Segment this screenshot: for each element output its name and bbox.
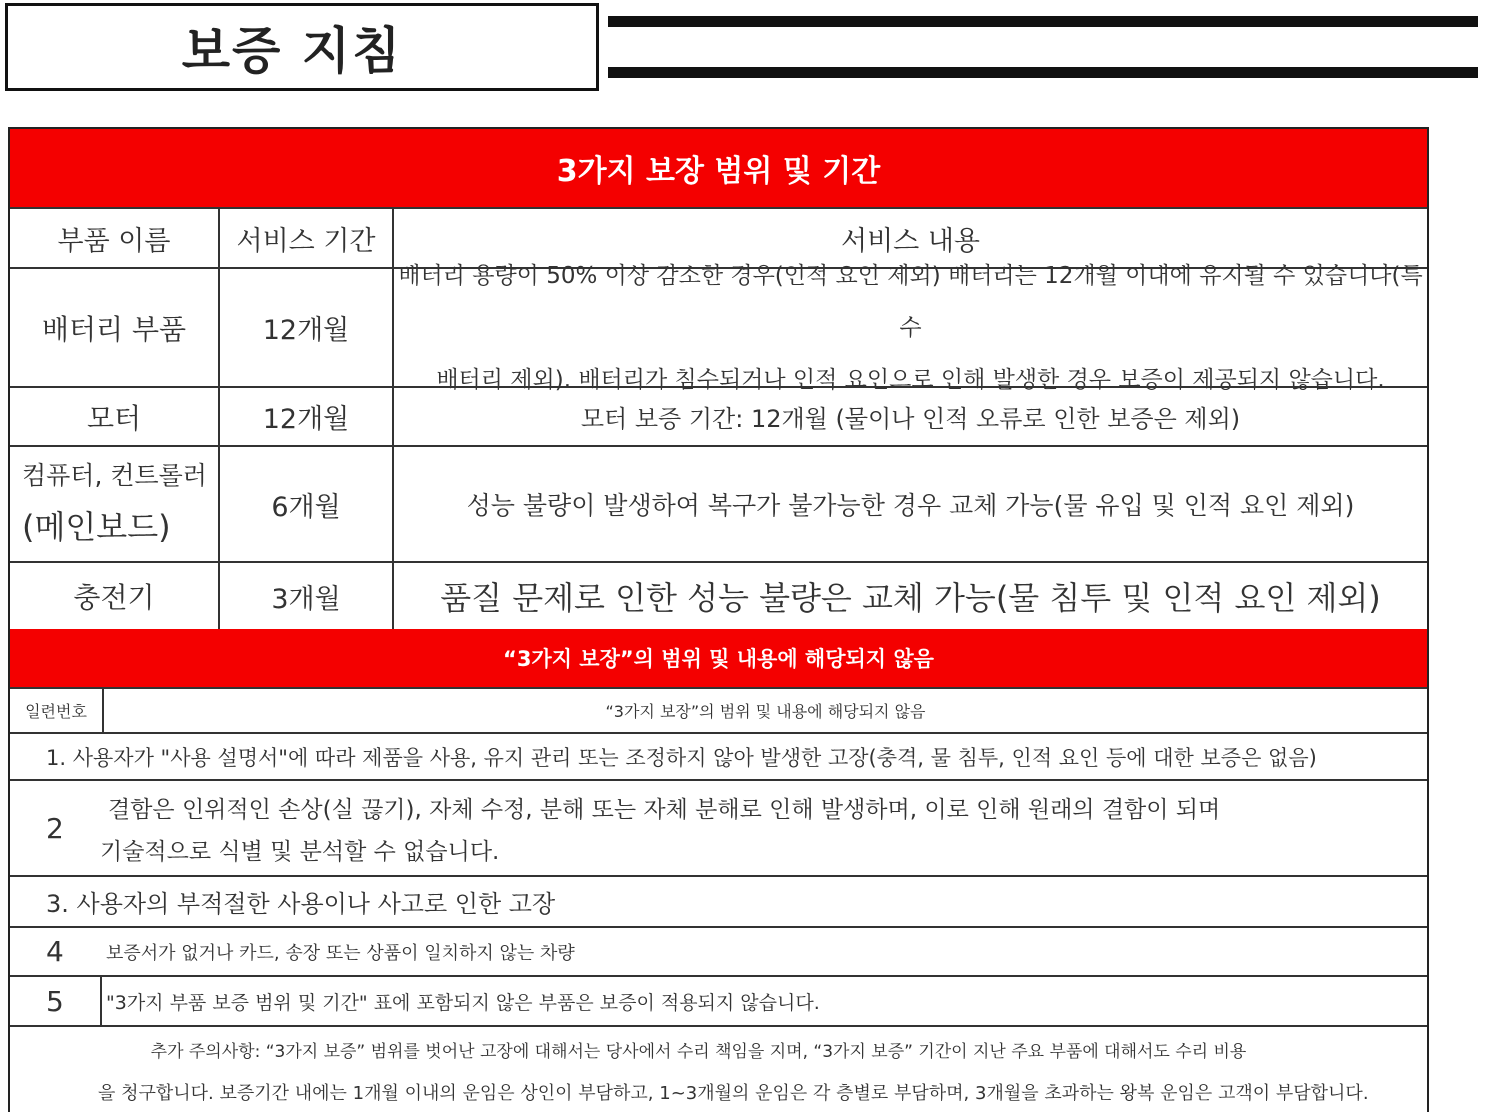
exclusion-text-line: 기술적으로 식별 및 분석할 수 없습니다. [100,839,500,865]
exclusion-row-2 [10,779,1427,875]
exclusion-row-3 [10,875,1427,926]
page-title: 보증 지침 [181,22,403,80]
header-exclusion-text: “3가지 보장”의 범위 및 내용에 해당되지 않음 [102,689,1427,732]
note-line: 추가 주의사항: “3가지 보증” 범위를 벗어난 고장에 대해서는 당사에서 수리 책임을 지며, “3가지 보증” 기간이 지난 주요 부품에 대해서도 수리 비용 [150,1042,1247,1062]
coverage-row-controller [10,445,1427,561]
service-period: 12개월 [218,269,392,386]
part-name-line: (메인보드) [22,508,171,546]
header-service-period: 서비스 기간 [218,209,392,267]
part-name [10,447,218,561]
coverage-row-charger [10,561,1427,629]
service-content: 성능 불량이 발생하여 복구가 불가능한 경우 교체 가능(물 유입 및 인적 요인 제외) [392,447,1427,561]
exclusion-number: 4 [46,935,64,968]
header-serial-number: 일련번호 [25,702,87,721]
header-part-name: 부품 이름 [57,225,171,257]
service-content [392,262,1427,393]
title-box [5,3,599,91]
header-rule-bottom [608,67,1478,78]
exclusion-text-line: 결함은 인위적인 손상(실 끊기), 자체 수정, 분해 또는 자체 분해로 인해 발생하며, 이로 인해 원래의 결함이 되며 [108,797,1221,823]
exclusion-row-1 [10,732,1427,779]
header-service-content: 서비스 내용 [392,209,1427,267]
service-content-line: 배터리 용량이 50% 이상 감소한 경우(인적 요인 제외) 배터리는 12개월 이내에 유지될 수 있습니다(특수 [398,262,1423,341]
part-name: 배터리 부품 [41,312,187,346]
warranty-sheet [8,127,1429,1112]
coverage-band-title: 3가지 보장 범위 및 기간 [556,154,881,189]
part-name: 충전기 [73,581,155,614]
note-line: 을 청구합니다. 보증기간 내에는 1개월 이내의 운임은 상인이 부담하고, 1~3개월의 운임은 각 층별로 부담하며, 3개월을 초과하는 왕복 운임은 고객이 부담합니다. [98,1083,1369,1104]
exclusion-band [10,629,1427,687]
exclusion-text: 보증서가 없거나 카드, 송장 또는 상품이 일치하지 않는 차량 [106,942,575,964]
service-content: 품질 문제로 인한 성능 불량은 교체 가능(물 침투 및 인적 요인 제외) [392,563,1427,629]
exclusion-row-4 [10,926,1427,975]
part-name: 모터 [86,401,142,435]
service-period: 12개월 [218,388,392,445]
service-content-line: 배터리 제외). 배터리가 침수되거나 인적 요인으로 인해 발생한 경우 보증이 제공되지 않습니다. [436,366,1385,393]
coverage-row-battery [10,262,1427,393]
exclusion-band-title: “3가지 보장”의 범위 및 내용에 해당되지 않음 [503,647,934,671]
exclusion-row-5 [10,975,1427,1025]
divider [100,977,102,1025]
exclusion-text [100,789,1220,873]
exclusion-number: 2 [46,811,64,845]
additional-note [10,1025,1427,1112]
exclusion-text: 3. 사용자의 부적절한 사용이나 사고로 인한 고장 [46,890,556,918]
part-name-line: 컴퓨터, 컨트롤러 [22,461,207,490]
coverage-band [10,129,1427,207]
service-period: 6개월 [218,447,392,561]
service-content: 모터 보증 기간: 12개월 (물이나 인적 오류로 인한 보증은 제외) [392,388,1427,445]
service-period: 3개월 [218,563,392,629]
exclusion-text: "3가지 부품 보증 범위 및 기간" 표에 포함되지 않은 부품은 보증이 적용되지 않습니다. [106,991,820,1014]
coverage-row-motor [10,386,1427,445]
exclusion-number: 5 [46,984,64,1018]
exclusion-header-row [10,687,1427,732]
exclusion-text: 1. 사용자가 "사용 설명서"에 따라 제품을 사용, 유지 관리 또는 조정하지 않아 발생한 고장(충격, 물 침투, 인적 요인 등에 대한 보증은 없음) [46,745,1317,770]
header-rule-top [608,16,1478,27]
